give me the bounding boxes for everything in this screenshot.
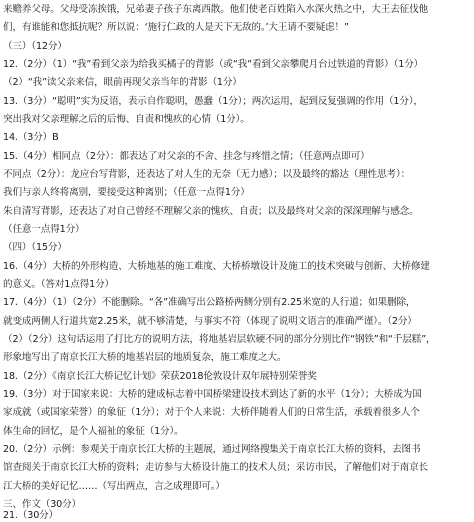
answer-13-line-2: 突出我对父亲理解之后的后悔、自责和愧疚的心情（1分）。 (3, 114, 250, 125)
answer-15-line-3: 我们与亲人终将离别，要接受这种离别；（任意一点得1分） (3, 187, 250, 198)
text-line-1: 来赡养父母。父母受冻挨饿，兄弟妻子孩子东离西散。他们使老百姓陷入水深火热之中，大王去征伐他 (3, 4, 428, 15)
section-header-composition: 三、作文（30分） (3, 499, 82, 510)
section-header-3: （三）（12分） (3, 41, 67, 52)
answer-17-line-1: 17.（4分）（1）（2分）不能删除。“各”准确写出公路桥两侧分别有2.25米宽的人行道；如果删除， (3, 297, 416, 308)
answer-19-line-2: 家成就（或国家荣誉）的象征（1分）；对于个人来说：大桥伴随着人们的日常生活，承载着很多人个 (3, 407, 420, 418)
answer-15-line-1: 15.（4分）相同点（2分）：都表达了对父亲的不舍、挂念与疼惜之情；（任意两点即可） (3, 151, 370, 162)
answer-15-line-5: （任意一点得1分） (3, 224, 85, 235)
answer-19-line-1: 19.（3分）对于国家来说：大桥的建成标志着中国桥梁建设技术到达了新的水平（1分）；大桥成为国 (3, 389, 422, 400)
answer-12-line-1: 12.（2分）（1）“我”看到父亲为给我买橘子的背影（或“我”看到父亲攀爬月台过铁道的背影）（1分） (3, 59, 424, 70)
section-header-4: （四）（15分） (3, 242, 67, 253)
answer-19-line-3: 体生命的回忆，是个人福祉的象征（1分）。 (3, 426, 184, 437)
answer-18: 18.（2分）《南京长江大桥记忆计划》荣获2018伦敦设计双年展特别荣誉奖 (3, 371, 317, 382)
answer-17-line-4: 形象地写出了南京长江大桥的地基岩层的地质复杂，施工难度之大。 (3, 352, 287, 363)
answer-15-line-2: 不同点（2分）：龙应台写背影，还表达了对人生的无奈（无力感）；以及最终的豁达（理性思考）： (3, 169, 411, 180)
answer-20-line-3: 江大桥的美好记忆……（写出两点，言之成理即可。） (3, 481, 225, 492)
answer-17-line-2: 就变成两侧人行道共宽2.25米，就不够清楚，与事实不符（体现了说明文语言的准确严谨）。（2分） (3, 316, 417, 327)
answer-20-line-2: 馆查阅关于南京长江大桥的资料；走访参与大桥设计施工的技术人员；采访市民，了解他们对于南京长 (3, 462, 428, 473)
answer-15-line-4: 朱自清写背影，还表达了对自己曾经不理解父亲的愧疚、自责；以及最终对父亲的深深理解与感念。 (3, 206, 419, 217)
answer-16-line-1: 16.（4分）大桥的外形构造、大桥地基的施工难度、大桥桥墩设计及施工的技术突破与创新、大桥修建 (3, 261, 430, 272)
answer-20-line-1: 20.（2分）示例：参观关于南京长江大桥的主题展，通过网络搜集关于南京长江大桥的资料，去图书 (3, 444, 421, 455)
text-line-2: 们，有谁能和您抵抗呢？所以说：‘施行仁政的人是天下无敌的。’大王请不要疑虑！” (3, 22, 349, 33)
answer-21: 21.（30分） (3, 510, 59, 521)
answer-16-line-2: 的意义。（答对1点得1分） (3, 279, 114, 290)
answer-12-line-2: （2）“我”读父亲来信，眼前再现父亲当年的背影（1分） (3, 77, 242, 88)
answer-14: 14.（3分）B (3, 132, 59, 143)
answer-17-line-3: （2）（2分）这句话运用了打比方的说明方法，将地基岩层软硬不同的部分分别比作“钢铁”和“千层糕”， (3, 334, 436, 345)
answer-13-line-1: 13.（3分）“聪明”实为反语，表示自作聪明，愚蠢（1分）；两次运用，起到反复强调的作用（1分）， (3, 96, 423, 107)
